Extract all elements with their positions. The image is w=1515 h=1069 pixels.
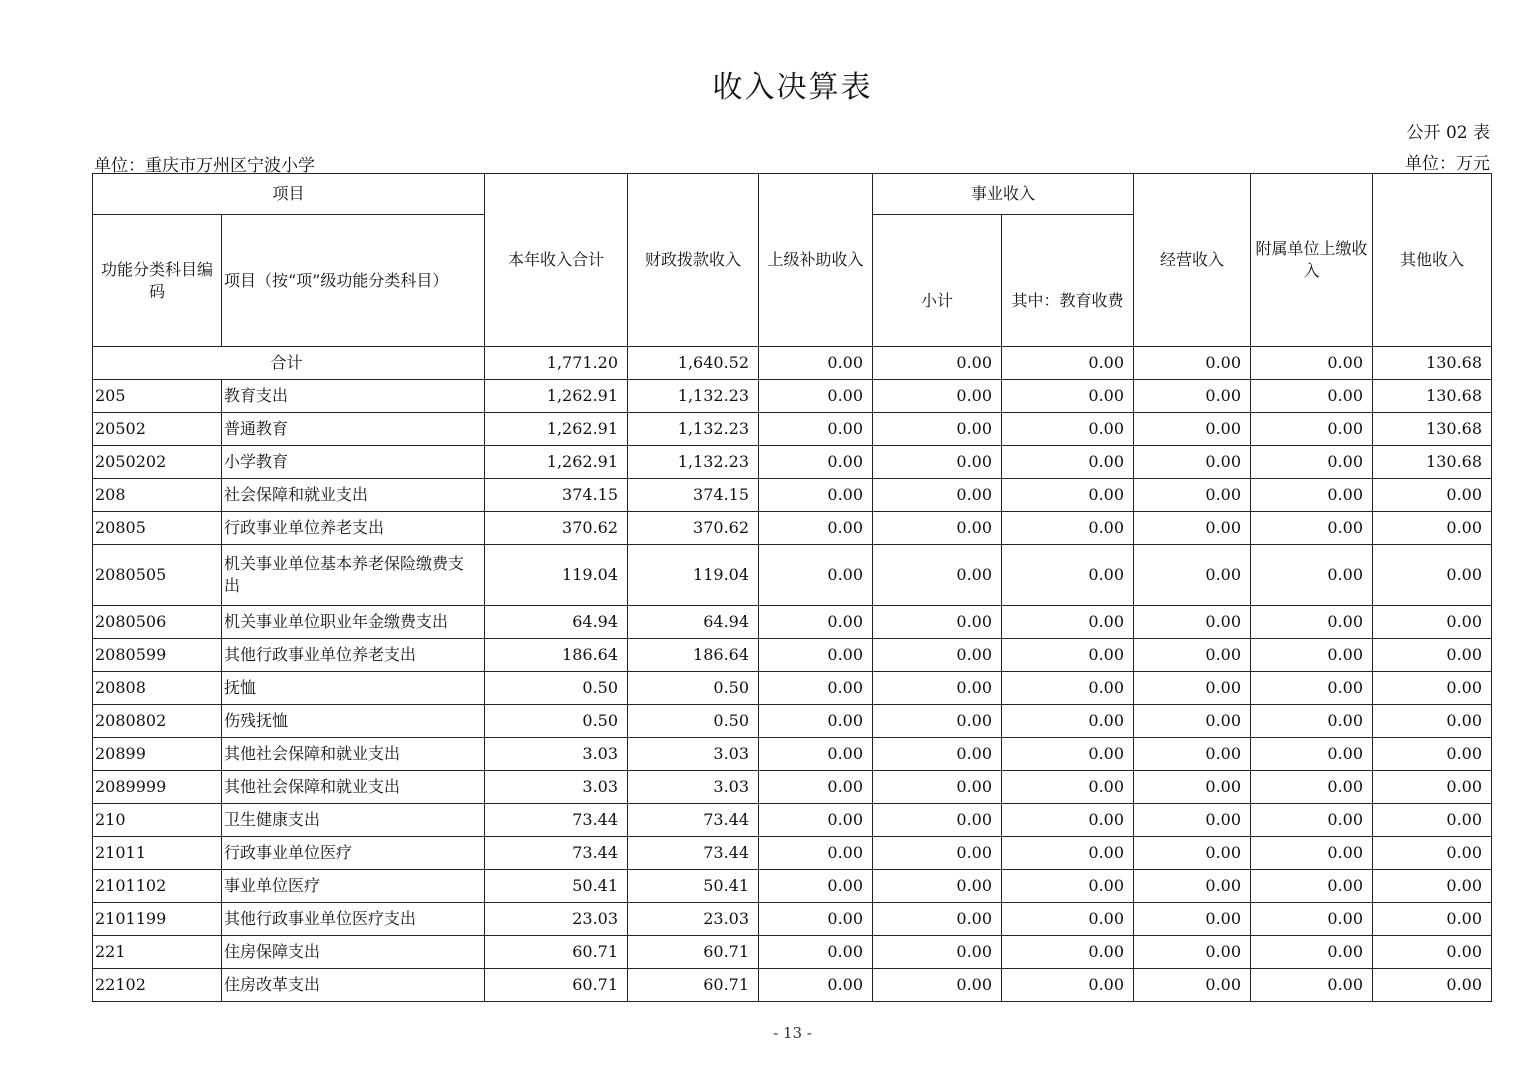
row-value: 0.00 (1251, 639, 1373, 672)
row-value: 0.00 (1251, 804, 1373, 837)
row-value: 0.00 (1134, 969, 1251, 1002)
row-value: 0.00 (1134, 545, 1251, 606)
row-value: 0.00 (1002, 512, 1134, 545)
row-code: 20805 (93, 512, 222, 545)
row-name: 机关事业单位职业年金缴费支出 (222, 606, 485, 639)
row-value: 0.00 (1251, 903, 1373, 936)
income-table (92, 173, 1492, 1002)
row-value: 0.00 (1002, 446, 1134, 479)
row-value: 60.71 (485, 969, 628, 1002)
row-code: 2101199 (93, 903, 222, 936)
row-value: 0.00 (873, 738, 1002, 771)
row-value: 3.03 (628, 771, 759, 804)
row-value: 0.00 (759, 413, 873, 446)
currency-unit: 单位：万元 (1405, 154, 1490, 174)
row-value: 0.00 (873, 870, 1002, 903)
row-code: 20502 (93, 413, 222, 446)
table-row (93, 903, 1492, 936)
row-value: 0.00 (873, 512, 1002, 545)
row-value: 0.00 (873, 446, 1002, 479)
row-value: 0.00 (1373, 804, 1492, 837)
row-value: 0.00 (1002, 606, 1134, 639)
row-value: 0.00 (1373, 738, 1492, 771)
row-value: 130.68 (1373, 446, 1492, 479)
table-row (93, 545, 1492, 606)
table-row (93, 380, 1492, 413)
row-code: 21011 (93, 837, 222, 870)
row-value: 0.00 (1002, 936, 1134, 969)
table-body (93, 174, 1492, 1002)
row-code: 2080505 (93, 545, 222, 606)
row-value: 0.00 (873, 705, 1002, 738)
row-value: 0.00 (759, 870, 873, 903)
row-value: 60.71 (485, 936, 628, 969)
table-row (93, 936, 1492, 969)
row-value: 0.00 (1373, 639, 1492, 672)
total-cell: 130.68 (1373, 347, 1492, 380)
header-other: 其他收入 (1373, 174, 1492, 347)
row-value: 64.94 (485, 606, 628, 639)
table-row (93, 413, 1492, 446)
row-name: 机关事业单位基本养老保险缴费支出 (222, 545, 485, 606)
table-row (93, 446, 1492, 479)
table-row (93, 606, 1492, 639)
row-value: 1,132.23 (628, 413, 759, 446)
header-operating: 经营收入 (1134, 174, 1251, 347)
header-subtotal: 小计 (873, 215, 1002, 347)
row-value: 0.00 (1002, 705, 1134, 738)
row-value: 0.00 (759, 738, 873, 771)
row-code: 205 (93, 380, 222, 413)
row-code: 22102 (93, 969, 222, 1002)
row-value: 0.00 (1002, 738, 1134, 771)
row-value: 50.41 (628, 870, 759, 903)
row-value: 23.03 (485, 903, 628, 936)
row-value: 0.00 (1373, 903, 1492, 936)
row-value: 0.00 (1134, 870, 1251, 903)
row-value: 0.00 (1002, 837, 1134, 870)
row-code: 2089999 (93, 771, 222, 804)
row-value: 0.00 (759, 705, 873, 738)
row-value: 0.00 (1373, 545, 1492, 606)
table-number: 公开 02 表 (1406, 123, 1490, 143)
row-value: 0.50 (485, 705, 628, 738)
total-cell: 1,771.20 (485, 347, 628, 380)
row-value: 0.00 (873, 479, 1002, 512)
row-value: 0.00 (759, 771, 873, 804)
row-value: 0.00 (759, 903, 873, 936)
row-value: 0.00 (759, 512, 873, 545)
row-name: 伤残抚恤 (222, 705, 485, 738)
table-row (93, 705, 1492, 738)
row-value: 0.00 (1002, 903, 1134, 936)
row-value: 0.00 (1134, 446, 1251, 479)
row-name: 其他社会保障和就业支出 (222, 771, 485, 804)
row-value: 0.00 (1373, 837, 1492, 870)
row-value: 3.03 (485, 738, 628, 771)
row-value: 186.64 (485, 639, 628, 672)
row-value: 0.50 (485, 672, 628, 705)
page-title: 收入决算表 (712, 70, 873, 105)
row-code: 20808 (93, 672, 222, 705)
row-value: 0.00 (1134, 804, 1251, 837)
row-value: 0.00 (1134, 903, 1251, 936)
row-code: 2080599 (93, 639, 222, 672)
row-value: 1,262.91 (485, 380, 628, 413)
row-value: 0.00 (1251, 380, 1373, 413)
total-cell: 0.00 (873, 347, 1002, 380)
row-value: 370.62 (628, 512, 759, 545)
row-value: 0.00 (1251, 413, 1373, 446)
row-value: 0.00 (873, 639, 1002, 672)
row-value: 1,262.91 (485, 413, 628, 446)
row-value: 0.00 (1134, 837, 1251, 870)
row-value: 0.00 (759, 936, 873, 969)
row-value: 0.00 (873, 672, 1002, 705)
header-name: 项目（按“项”级功能分类科目） (222, 215, 485, 347)
table-row (93, 639, 1492, 672)
row-value: 119.04 (485, 545, 628, 606)
row-value: 0.00 (759, 837, 873, 870)
row-value: 0.00 (1251, 837, 1373, 870)
row-code: 2080506 (93, 606, 222, 639)
row-value: 64.94 (628, 606, 759, 639)
row-value: 0.00 (873, 771, 1002, 804)
table-row (93, 804, 1492, 837)
row-value: 3.03 (485, 771, 628, 804)
row-value: 0.00 (1134, 936, 1251, 969)
row-value: 0.00 (1002, 771, 1134, 804)
header-superior: 上级补助收入 (759, 174, 873, 347)
header-row (93, 174, 1492, 215)
row-value: 0.00 (1134, 705, 1251, 738)
row-value: 73.44 (628, 804, 759, 837)
row-name: 住房改革支出 (222, 969, 485, 1002)
row-code: 2050202 (93, 446, 222, 479)
row-value: 0.00 (1373, 969, 1492, 1002)
row-value: 50.41 (485, 870, 628, 903)
row-value: 0.00 (1373, 512, 1492, 545)
header-business-group: 事业收入 (873, 174, 1134, 215)
row-value: 0.00 (873, 380, 1002, 413)
row-name: 普通教育 (222, 413, 485, 446)
row-value: 0.00 (873, 804, 1002, 837)
total-label: 合计 (93, 347, 485, 380)
row-value: 0.00 (1002, 380, 1134, 413)
row-value: 0.00 (1002, 479, 1134, 512)
row-code: 221 (93, 936, 222, 969)
row-value: 0.00 (1373, 479, 1492, 512)
row-code: 20899 (93, 738, 222, 771)
total-cell: 1,640.52 (628, 347, 759, 380)
row-value: 0.00 (873, 903, 1002, 936)
table-row (93, 512, 1492, 545)
row-value: 0.00 (1251, 446, 1373, 479)
total-cell: 0.00 (1251, 347, 1373, 380)
row-value: 0.00 (759, 446, 873, 479)
row-value: 3.03 (628, 738, 759, 771)
row-value: 0.00 (1251, 870, 1373, 903)
header-affiliated: 附属单位上缴收入 (1251, 174, 1373, 347)
row-name: 住房保障支出 (222, 936, 485, 969)
row-value: 0.00 (1373, 870, 1492, 903)
row-value: 60.71 (628, 936, 759, 969)
row-value: 0.00 (1002, 639, 1134, 672)
reporting-unit: 单位：重庆市万州区宁波小学 (94, 156, 315, 176)
row-value: 0.00 (759, 804, 873, 837)
row-value: 0.00 (1134, 479, 1251, 512)
row-value: 130.68 (1373, 413, 1492, 446)
total-row (93, 347, 1492, 380)
row-value: 0.50 (628, 705, 759, 738)
row-name: 其他社会保障和就业支出 (222, 738, 485, 771)
row-value: 0.00 (1251, 936, 1373, 969)
header-fiscal: 财政拨款收入 (628, 174, 759, 347)
row-value: 0.00 (1373, 606, 1492, 639)
row-value: 0.00 (1002, 870, 1134, 903)
row-value: 130.68 (1373, 380, 1492, 413)
row-value: 0.00 (759, 606, 873, 639)
row-value: 0.00 (1251, 705, 1373, 738)
row-name: 教育支出 (222, 380, 485, 413)
table-row (93, 870, 1492, 903)
row-value: 0.00 (1251, 606, 1373, 639)
row-value: 0.00 (1134, 512, 1251, 545)
row-name: 行政事业单位医疗 (222, 837, 485, 870)
row-value: 0.00 (1002, 413, 1134, 446)
row-value: 0.00 (759, 639, 873, 672)
row-value: 119.04 (628, 545, 759, 606)
row-value: 1,132.23 (628, 446, 759, 479)
row-value: 374.15 (485, 479, 628, 512)
header-edu-fee: 其中：教育收费 (1002, 215, 1134, 347)
row-name: 社会保障和就业支出 (222, 479, 485, 512)
table-row (93, 969, 1492, 1002)
header-item-group: 项目 (93, 174, 485, 215)
row-value: 0.00 (873, 606, 1002, 639)
table-row (93, 738, 1492, 771)
row-name: 事业单位医疗 (222, 870, 485, 903)
row-value: 0.00 (873, 969, 1002, 1002)
row-value: 0.00 (1373, 771, 1492, 804)
row-value: 0.00 (1134, 606, 1251, 639)
row-value: 73.44 (628, 837, 759, 870)
header-total: 本年收入合计 (485, 174, 628, 347)
row-value: 0.00 (759, 969, 873, 1002)
row-code: 208 (93, 479, 222, 512)
row-name: 其他行政事业单位养老支出 (222, 639, 485, 672)
row-value: 0.00 (1134, 672, 1251, 705)
row-value: 0.00 (873, 413, 1002, 446)
row-value: 0.00 (1251, 479, 1373, 512)
row-value: 0.00 (1373, 705, 1492, 738)
table-row (93, 837, 1492, 870)
row-value: 370.62 (485, 512, 628, 545)
total-cell: 0.00 (1134, 347, 1251, 380)
row-value: 0.00 (1251, 672, 1373, 705)
row-value: 0.00 (1134, 771, 1251, 804)
row-value: 0.00 (1134, 639, 1251, 672)
row-value: 0.00 (1002, 804, 1134, 837)
row-value: 0.00 (1134, 413, 1251, 446)
row-value: 0.00 (1251, 771, 1373, 804)
row-value: 0.00 (1134, 380, 1251, 413)
row-value: 0.00 (1251, 512, 1373, 545)
row-value: 60.71 (628, 969, 759, 1002)
row-value: 0.00 (873, 837, 1002, 870)
total-cell: 0.00 (1002, 347, 1134, 380)
row-code: 2080802 (93, 705, 222, 738)
row-name: 其他行政事业单位医疗支出 (222, 903, 485, 936)
row-value: 186.64 (628, 639, 759, 672)
row-value: 73.44 (485, 837, 628, 870)
row-value: 0.00 (873, 545, 1002, 606)
row-value: 0.00 (1002, 672, 1134, 705)
row-value: 23.03 (628, 903, 759, 936)
header-code: 功能分类科目编码 (93, 215, 222, 347)
row-name: 卫生健康支出 (222, 804, 485, 837)
row-value: 1,262.91 (485, 446, 628, 479)
row-code: 2101102 (93, 870, 222, 903)
row-value: 0.50 (628, 672, 759, 705)
row-value: 0.00 (873, 936, 1002, 969)
table-row (93, 672, 1492, 705)
row-value: 0.00 (1002, 969, 1134, 1002)
row-value: 0.00 (1134, 738, 1251, 771)
row-code: 210 (93, 804, 222, 837)
row-name: 抚恤 (222, 672, 485, 705)
row-value: 0.00 (759, 672, 873, 705)
row-value: 0.00 (1373, 936, 1492, 969)
row-value: 0.00 (1002, 545, 1134, 606)
row-value: 0.00 (1251, 545, 1373, 606)
page-number: - 13 - (773, 1024, 812, 1042)
row-value: 73.44 (485, 804, 628, 837)
row-value: 0.00 (1373, 672, 1492, 705)
total-cell: 0.00 (759, 347, 873, 380)
row-value: 0.00 (759, 545, 873, 606)
row-value: 0.00 (759, 479, 873, 512)
row-value: 1,132.23 (628, 380, 759, 413)
table-row (93, 479, 1492, 512)
row-name: 行政事业单位养老支出 (222, 512, 485, 545)
row-name: 小学教育 (222, 446, 485, 479)
row-value: 374.15 (628, 479, 759, 512)
row-value: 0.00 (759, 380, 873, 413)
row-value: 0.00 (1251, 738, 1373, 771)
row-value: 0.00 (1251, 969, 1373, 1002)
table-row (93, 771, 1492, 804)
